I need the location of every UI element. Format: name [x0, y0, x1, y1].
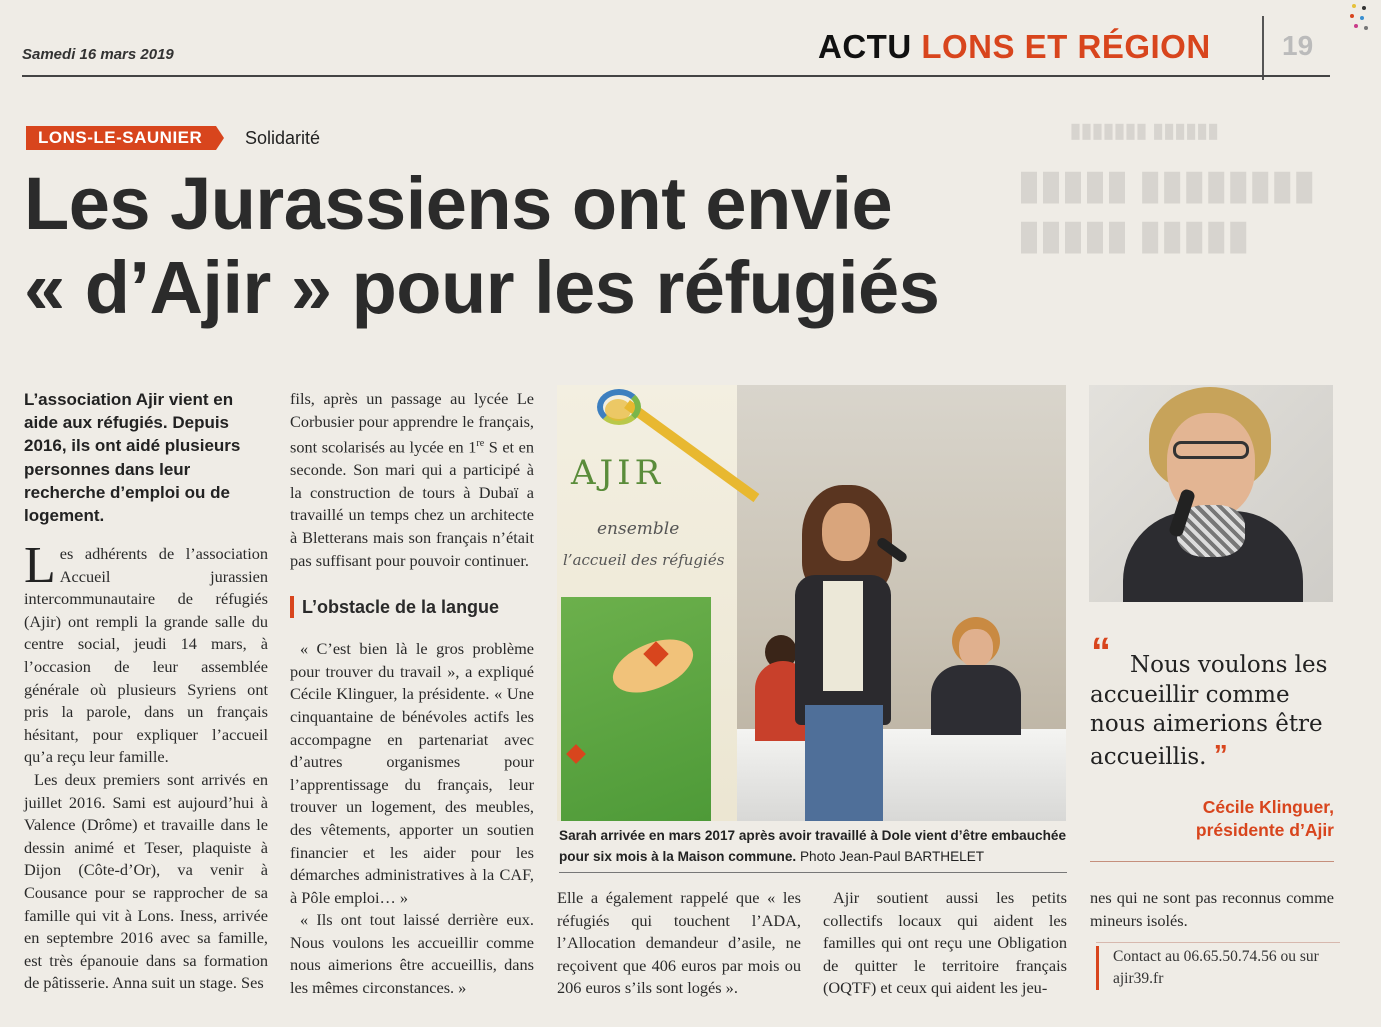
caption-rule [559, 872, 1067, 873]
photo-credit: Photo Jean-Paul BARTHELET [799, 848, 985, 864]
subheading: L’obstacle de la langue [290, 596, 534, 618]
article-lead: L’association Ajir vient en aide aux réfugiés. Depuis 2016, ils ont aidé plusieurs personnes dans leur recherche d’emploi ou de logement. [24, 390, 241, 526]
paragraph [24, 537, 268, 769]
pull-quote [1090, 651, 1338, 772]
quote-close-mark: ” [1213, 738, 1228, 770]
paragraph: Ajir soutient aussi les petits collectifs locaux qui aident les familles qui ont reçu une Obligation de quitter le territoire français (OQTF) et ceux qui aident les jeu- [823, 888, 1067, 998]
quote-author [1090, 796, 1334, 842]
main-photo [557, 385, 1066, 821]
issue-date: Samedi 16 mars 2019 [22, 46, 174, 63]
paragraph: « Ils ont tout laissé derrière eux. Nous voulons les accueillir comme nous aimerions être accueillis, dans les mêmes circonstances. » [290, 910, 534, 998]
paragraph-text: S et en seconde. Son mari qui a participé à la construction de tours à Dubaï a travaillé un temps chez un architecte à Bletterans mais son français n’était pas suffisant pour pouvoir continuer. [290, 437, 534, 570]
bleed-through-text: ▮▮▮▮▮▮▮ ▮▮▮▮▮▮ [1070, 120, 1219, 142]
column-5 [1090, 887, 1334, 932]
banner-line-2: l’accueil des réfugiés [563, 551, 725, 569]
photo-person-seated [931, 665, 1021, 735]
photo-table [737, 729, 1066, 821]
banner-name: AJIR [571, 453, 665, 493]
paragraph-text: fils, après un passage au lycée Le Corbusier pour apprendre le français, sont scolarisés au lycée en 1 [290, 389, 534, 457]
topic-label: Solidarité [245, 128, 321, 148]
glasses-icon [1173, 441, 1249, 459]
quote-author-role: présidente d’Ajir [1195, 820, 1334, 840]
headline-line-1: Les Jurassiens ont envie [24, 162, 893, 245]
paragraph: nes qui ne sont pas reconnus comme mineurs isolés. [1090, 888, 1334, 930]
paragraph [290, 388, 534, 572]
contact-rule [1096, 942, 1340, 943]
portrait-photo [1089, 385, 1333, 602]
photo-speaker-skirt [805, 705, 883, 821]
photo-person-seated-face [959, 629, 993, 667]
caption-text: Sarah arrivée en mars 2017 après avoir travaillé à Dole vient d’être embauchée pour six mois à la Maison commune. [559, 828, 1067, 864]
banner-green-panel [561, 597, 711, 821]
paragraph: « C’est bien là le gros problème pour trouver du travail », a expliqué Cécile Klinguer, la présidente. « Une cinquantaine de bénévoles actifs les accompagne en partenariat avec d’autres organismes pour l’apprentissage du français, leur trouver un logement, des meubles, des vêtements, apporter un soutien financier et les aider pour les démarches administratives à la CAF, à Pôle emploi… » [290, 639, 534, 907]
paragraph: Les deux premiers sont arrivés en juillet 2016. Sami est aujourd’hui à Valence (Drôme) et travaille dans le dessin animé et Teser, plaquiste à Dijon (Côte-d’Or), va venir à Cousance pour se rapprocher de sa famille qui vit à Lons. Iness, arrivée en septembre 2016 avec sa famille, est très épanouie dans sa formation de pâtisserie. Anna suit un stage. Ses [24, 769, 268, 993]
banner-line-1: ensemble [597, 519, 680, 539]
drop-cap: L [24, 537, 56, 594]
section-title [818, 28, 1211, 66]
quote-rule [1090, 861, 1334, 862]
page-number: 19 [1282, 30, 1314, 61]
quote-author-name: Cécile Klinguer, [1202, 797, 1334, 817]
column-2 [290, 388, 534, 1000]
column-1 [24, 537, 268, 995]
paragraph-text: es adhérents de l’association Accueil jurassien intercommunautaire de réfugiés (Ajir) ont rempli la grande salle du centre social, jeudi 14 mars, à l’occasion de leur assemblée générale où plusieurs Syriens ont pris la parole, dans un français hésitant, pour expliquer l’accueil qu’a reçu leur famille. [24, 544, 268, 767]
print-registration-dots [1350, 4, 1372, 34]
photo-caption [559, 826, 1067, 867]
header-rule [22, 75, 1330, 77]
section-prefix: ACTU [818, 28, 912, 65]
ajir-banner [557, 385, 737, 821]
section-name: LONS ET RÉGION [921, 28, 1211, 65]
bleed-through-headline: ▮▮▮▮▮ ▮▮▮▮▮▮▮▮ ▮▮▮▮▮ ▮▮▮▮▮ [1018, 163, 1316, 257]
contact-info: Contact au 06.65.50.74.56 ou sur ajir39.fr [1096, 946, 1340, 990]
photo-speaker-shirt [823, 581, 863, 691]
column-3 [557, 887, 801, 1000]
superscript: re [476, 438, 485, 450]
ajir-logo-center [605, 399, 631, 421]
pull-quote-text: Nous voulons les accueillir comme nous aimerions être accueillis. [1090, 652, 1328, 770]
header-divider [1262, 16, 1264, 80]
quote-open-mark: “ [1091, 630, 1111, 674]
paragraph: Elle a également rappelé que « les réfugiés qui touchent l’ADA, l’Allocation demandeur d’asile, ne reçoivent que 406 euros par mois ou 206 euros s’ils sont logés ». [557, 888, 801, 998]
column-4 [823, 887, 1067, 1000]
photo-speaker-face [822, 503, 870, 561]
article-headline [24, 162, 1114, 330]
location-tag: LONS-LE-SAUNIER [26, 126, 216, 150]
headline-line-2: « d’Ajir » pour les réfugiés [24, 246, 940, 329]
